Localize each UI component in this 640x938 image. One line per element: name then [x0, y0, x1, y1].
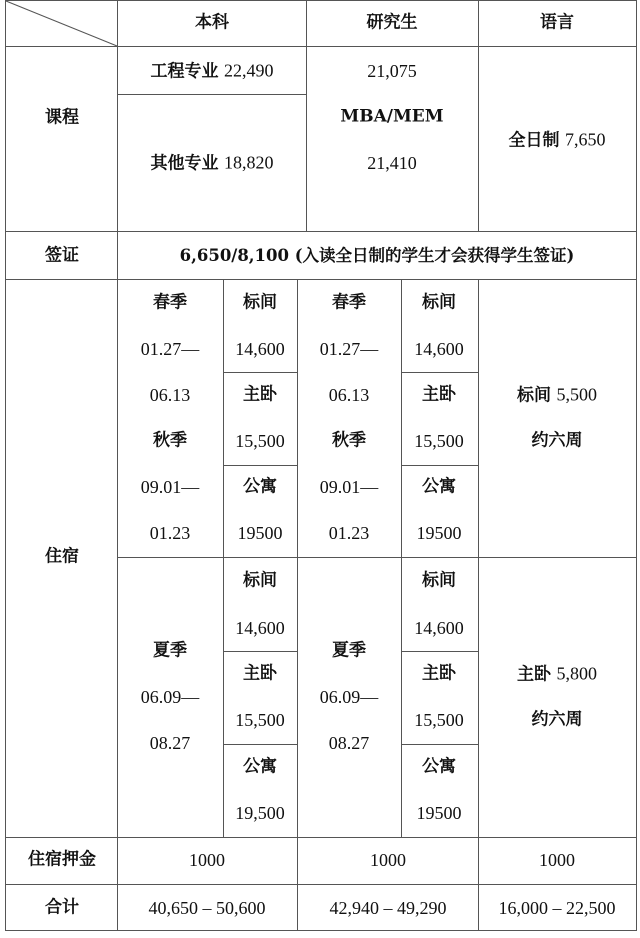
course-engineering-label: 工程专业: [150, 61, 219, 82]
ug-sf-room-price: 19500: [237, 523, 283, 543]
ug-sf-room-price: 15,500: [235, 431, 285, 451]
ug-fall-start: 09.01—: [140, 477, 200, 497]
course-language-label: 全日制: [508, 130, 560, 151]
gr-fall-label: 秋季: [332, 430, 366, 451]
lang-sf-room-price: 5,500: [556, 384, 597, 405]
course-language-fee: 7,650: [564, 129, 606, 150]
gr-su-room-price: 19500: [416, 803, 462, 823]
total-undergrad: 40,650 – 50,600: [148, 898, 266, 918]
gr-sf-room-price: 14,600: [414, 339, 464, 359]
lang-sf-duration: 约六周: [531, 430, 583, 451]
ug-sf-room-price: 14,600: [235, 339, 285, 359]
ug-su-room-type: 标间: [243, 570, 277, 591]
ug-sf-room-type: 标间: [243, 292, 277, 313]
gr-su-room-type: 标间: [422, 570, 456, 591]
gr-summer-label: 夏季: [332, 640, 366, 661]
ug-su-room-type: 公寓: [243, 756, 277, 777]
gr-su-room-type: 主卧: [422, 663, 456, 684]
header-graduate: 研究生: [366, 12, 418, 33]
header-undergrad: 本科: [195, 12, 229, 33]
total-language: 16,000 – 22,500: [498, 898, 616, 918]
gr-su-room-price: 14,600: [414, 618, 464, 638]
ug-su-room-price: 15,500: [235, 710, 285, 730]
course-other-label: 其他专业: [150, 153, 219, 174]
ug-sf-room-type: 主卧: [243, 384, 277, 405]
gr-summer-start: 06.09—: [319, 687, 379, 707]
gr-sf-room-type: 主卧: [422, 384, 456, 405]
ug-su-room-price: 14,600: [235, 618, 285, 638]
row-label-courses: 课程: [45, 107, 79, 128]
ug-summer-label: 夏季: [153, 640, 187, 661]
ug-su-room-price: 19,500: [235, 803, 285, 823]
lang-su-room-type: 主卧: [517, 664, 552, 685]
gr-fall-start: 09.01—: [319, 477, 379, 497]
gr-spring-label: 春季: [332, 292, 366, 313]
graduate-fee-bottom: 21,410: [367, 153, 417, 173]
ug-summer-start: 06.09—: [140, 687, 200, 707]
course-other: [151, 154, 274, 173]
ug-sf-room-type: 公寓: [243, 476, 277, 497]
gr-sf-room-type: 公寓: [422, 476, 456, 497]
gr-su-room-price: 15,500: [414, 710, 464, 730]
ug-fall-end: 01.23: [149, 523, 191, 543]
course-engineering: [151, 62, 274, 81]
ug-spring-end: 06.13: [149, 385, 191, 405]
gr-summer-end: 08.27: [328, 733, 370, 753]
gr-spring-start: 01.27—: [319, 339, 379, 359]
gr-sf-room-type: 标间: [422, 292, 456, 313]
ug-summer-end: 08.27: [149, 733, 191, 753]
deposit-undergrad: 1000: [189, 850, 225, 870]
course-language: [509, 131, 606, 150]
gr-sf-room-price: 19500: [416, 523, 462, 543]
row-label-visa: 签证: [45, 245, 79, 266]
graduate-program: MBA/MEM: [340, 106, 444, 127]
ug-spring-start: 01.27—: [140, 339, 200, 359]
header-language: 语言: [540, 12, 574, 33]
deposit-graduate: 1000: [370, 850, 406, 870]
visa-text: 6,650/8,100 (入读全日制的学生才会获得学生签证): [179, 245, 575, 265]
course-other-fee: 18,820: [223, 152, 274, 173]
lang-su-room-price: 5,800: [556, 663, 597, 684]
gr-spring-end: 06.13: [328, 385, 370, 405]
gr-su-room-type: 公寓: [422, 756, 456, 777]
ug-spring-label: 春季: [153, 292, 187, 313]
row-label-total: 合计: [45, 897, 79, 918]
deposit-language: 1000: [539, 850, 575, 870]
total-graduate: 42,940 – 49,290: [329, 898, 447, 918]
course-engineering-fee: 22,490: [223, 60, 274, 81]
lang-su-duration: 约六周: [531, 709, 583, 730]
graduate-fee-top: 21,075: [367, 61, 417, 81]
row-label-housing: 住宿: [45, 546, 79, 567]
lang-sf-room: [517, 386, 597, 405]
lang-su-room: [517, 665, 597, 684]
ug-su-room-type: 主卧: [243, 663, 277, 684]
lang-sf-room-type: 标间: [517, 385, 552, 406]
ug-fall-label: 秋季: [153, 430, 187, 451]
gr-sf-room-price: 15,500: [414, 431, 464, 451]
gr-fall-end: 01.23: [328, 523, 370, 543]
row-label-deposit: 住宿押金: [28, 849, 96, 870]
